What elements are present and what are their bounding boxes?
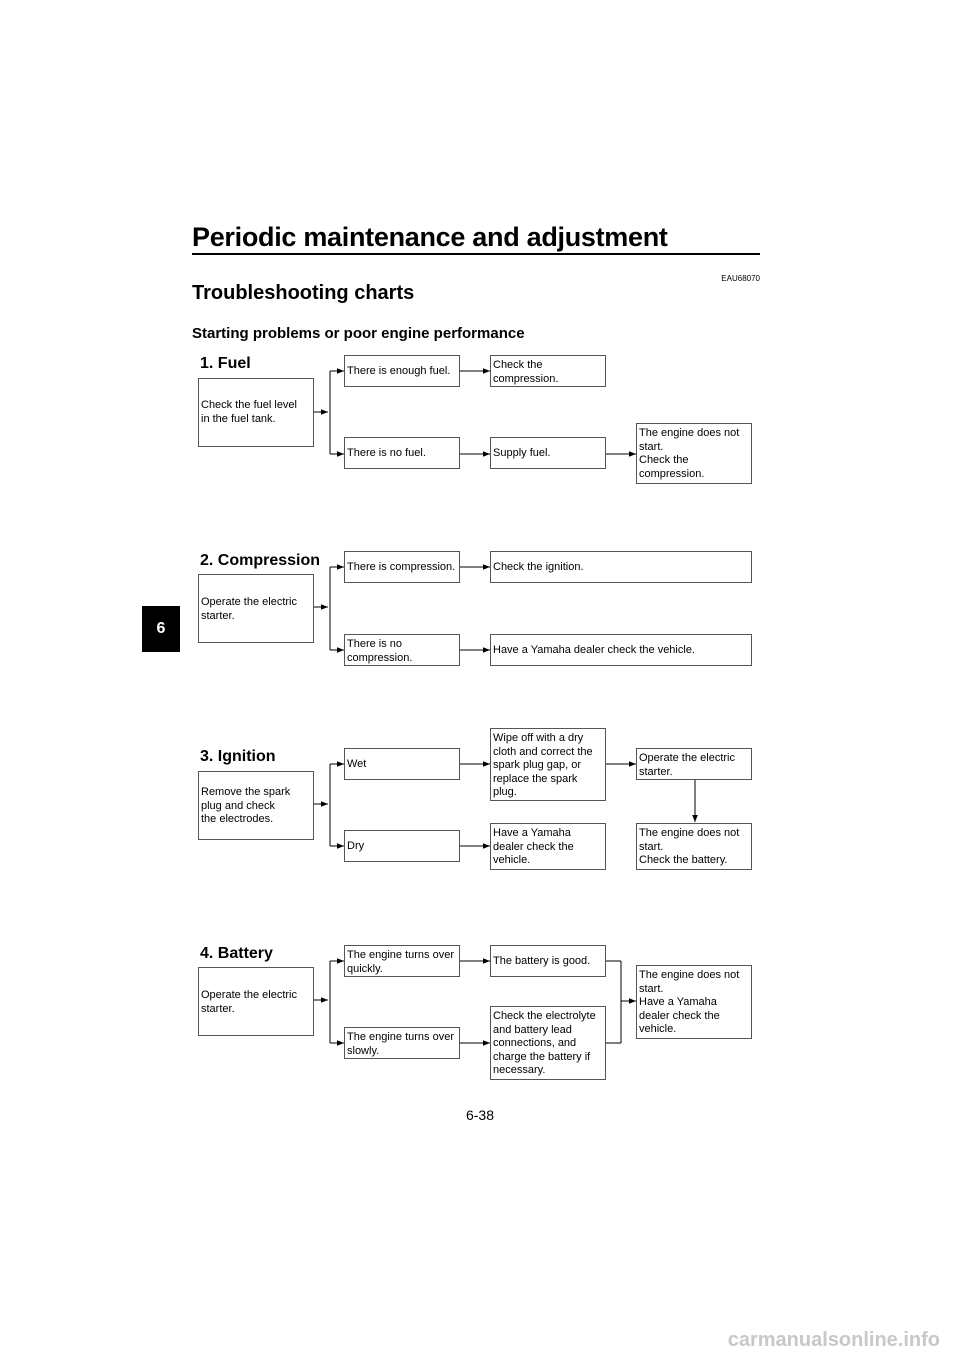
ignition-final-box: The engine does not start. Check the battery.	[636, 823, 752, 870]
section-title: Troubleshooting charts	[192, 282, 415, 304]
fuel-supply-box: Supply fuel.	[490, 437, 606, 469]
ignition-wet-box: Wet	[344, 748, 460, 780]
fuel-enough-box: There is enough fuel.	[344, 355, 460, 387]
compression-dealer-box: Have a Yamaha dealer check the vehicle.	[490, 634, 752, 666]
compression-yes-box: There is compression.	[344, 551, 460, 583]
battery-good-box: The battery is good.	[490, 945, 606, 977]
fuel-final-box: The engine does not start. Check the compression.	[636, 423, 752, 484]
ignition-dry-box: Dry	[344, 830, 460, 862]
ignition-check-box: Remove the spark plug and check the electrodes.	[198, 771, 314, 840]
battery-slow-box: The engine turns over slowly.	[344, 1027, 460, 1059]
fuel-check-box: Check the fuel level in the fuel tank.	[198, 378, 314, 447]
fuel-heading: 1. Fuel	[200, 355, 251, 372]
battery-check-box: Operate the electric starter.	[198, 967, 314, 1036]
compression-heading: 2. Compression	[200, 552, 321, 569]
battery-quick-box: The engine turns over quickly.	[344, 945, 460, 977]
ignition-dealer-box: Have a Yamaha dealer check the vehicle.	[490, 823, 606, 870]
ignition-wipe-box: Wipe off with a dry cloth and correct the spark plug gap, or replace the spark plug.	[490, 728, 606, 801]
chapter-tab: 6	[142, 606, 180, 652]
page-title: Periodic maintenance and adjustment	[192, 222, 668, 252]
compression-check-ignition-box: Check the ignition.	[490, 551, 752, 583]
battery-check-leads-box: Check the electrolyte and battery lead connections, and charge the battery if necessary.	[490, 1006, 606, 1080]
battery-final-box: The engine does not start. Have a Yamaha dealer check the vehicle.	[636, 965, 752, 1039]
page-number: 6-38	[465, 1107, 495, 1123]
document-code: EAU68070	[721, 274, 760, 283]
fuel-check-compression-box: Check the compression.	[490, 355, 606, 387]
watermark: carmanualsonline.info	[727, 1329, 940, 1351]
ignition-operate-box: Operate the electric starter.	[636, 748, 752, 780]
section-subtitle: Starting problems or poor engine performance	[192, 325, 525, 342]
ignition-heading: 3. Ignition	[200, 748, 276, 765]
fuel-none-box: There is no fuel.	[344, 437, 460, 469]
battery-heading: 4. Battery	[200, 945, 273, 962]
compression-no-box: There is no compression.	[344, 634, 460, 666]
compression-check-box: Operate the electric starter.	[198, 574, 314, 643]
